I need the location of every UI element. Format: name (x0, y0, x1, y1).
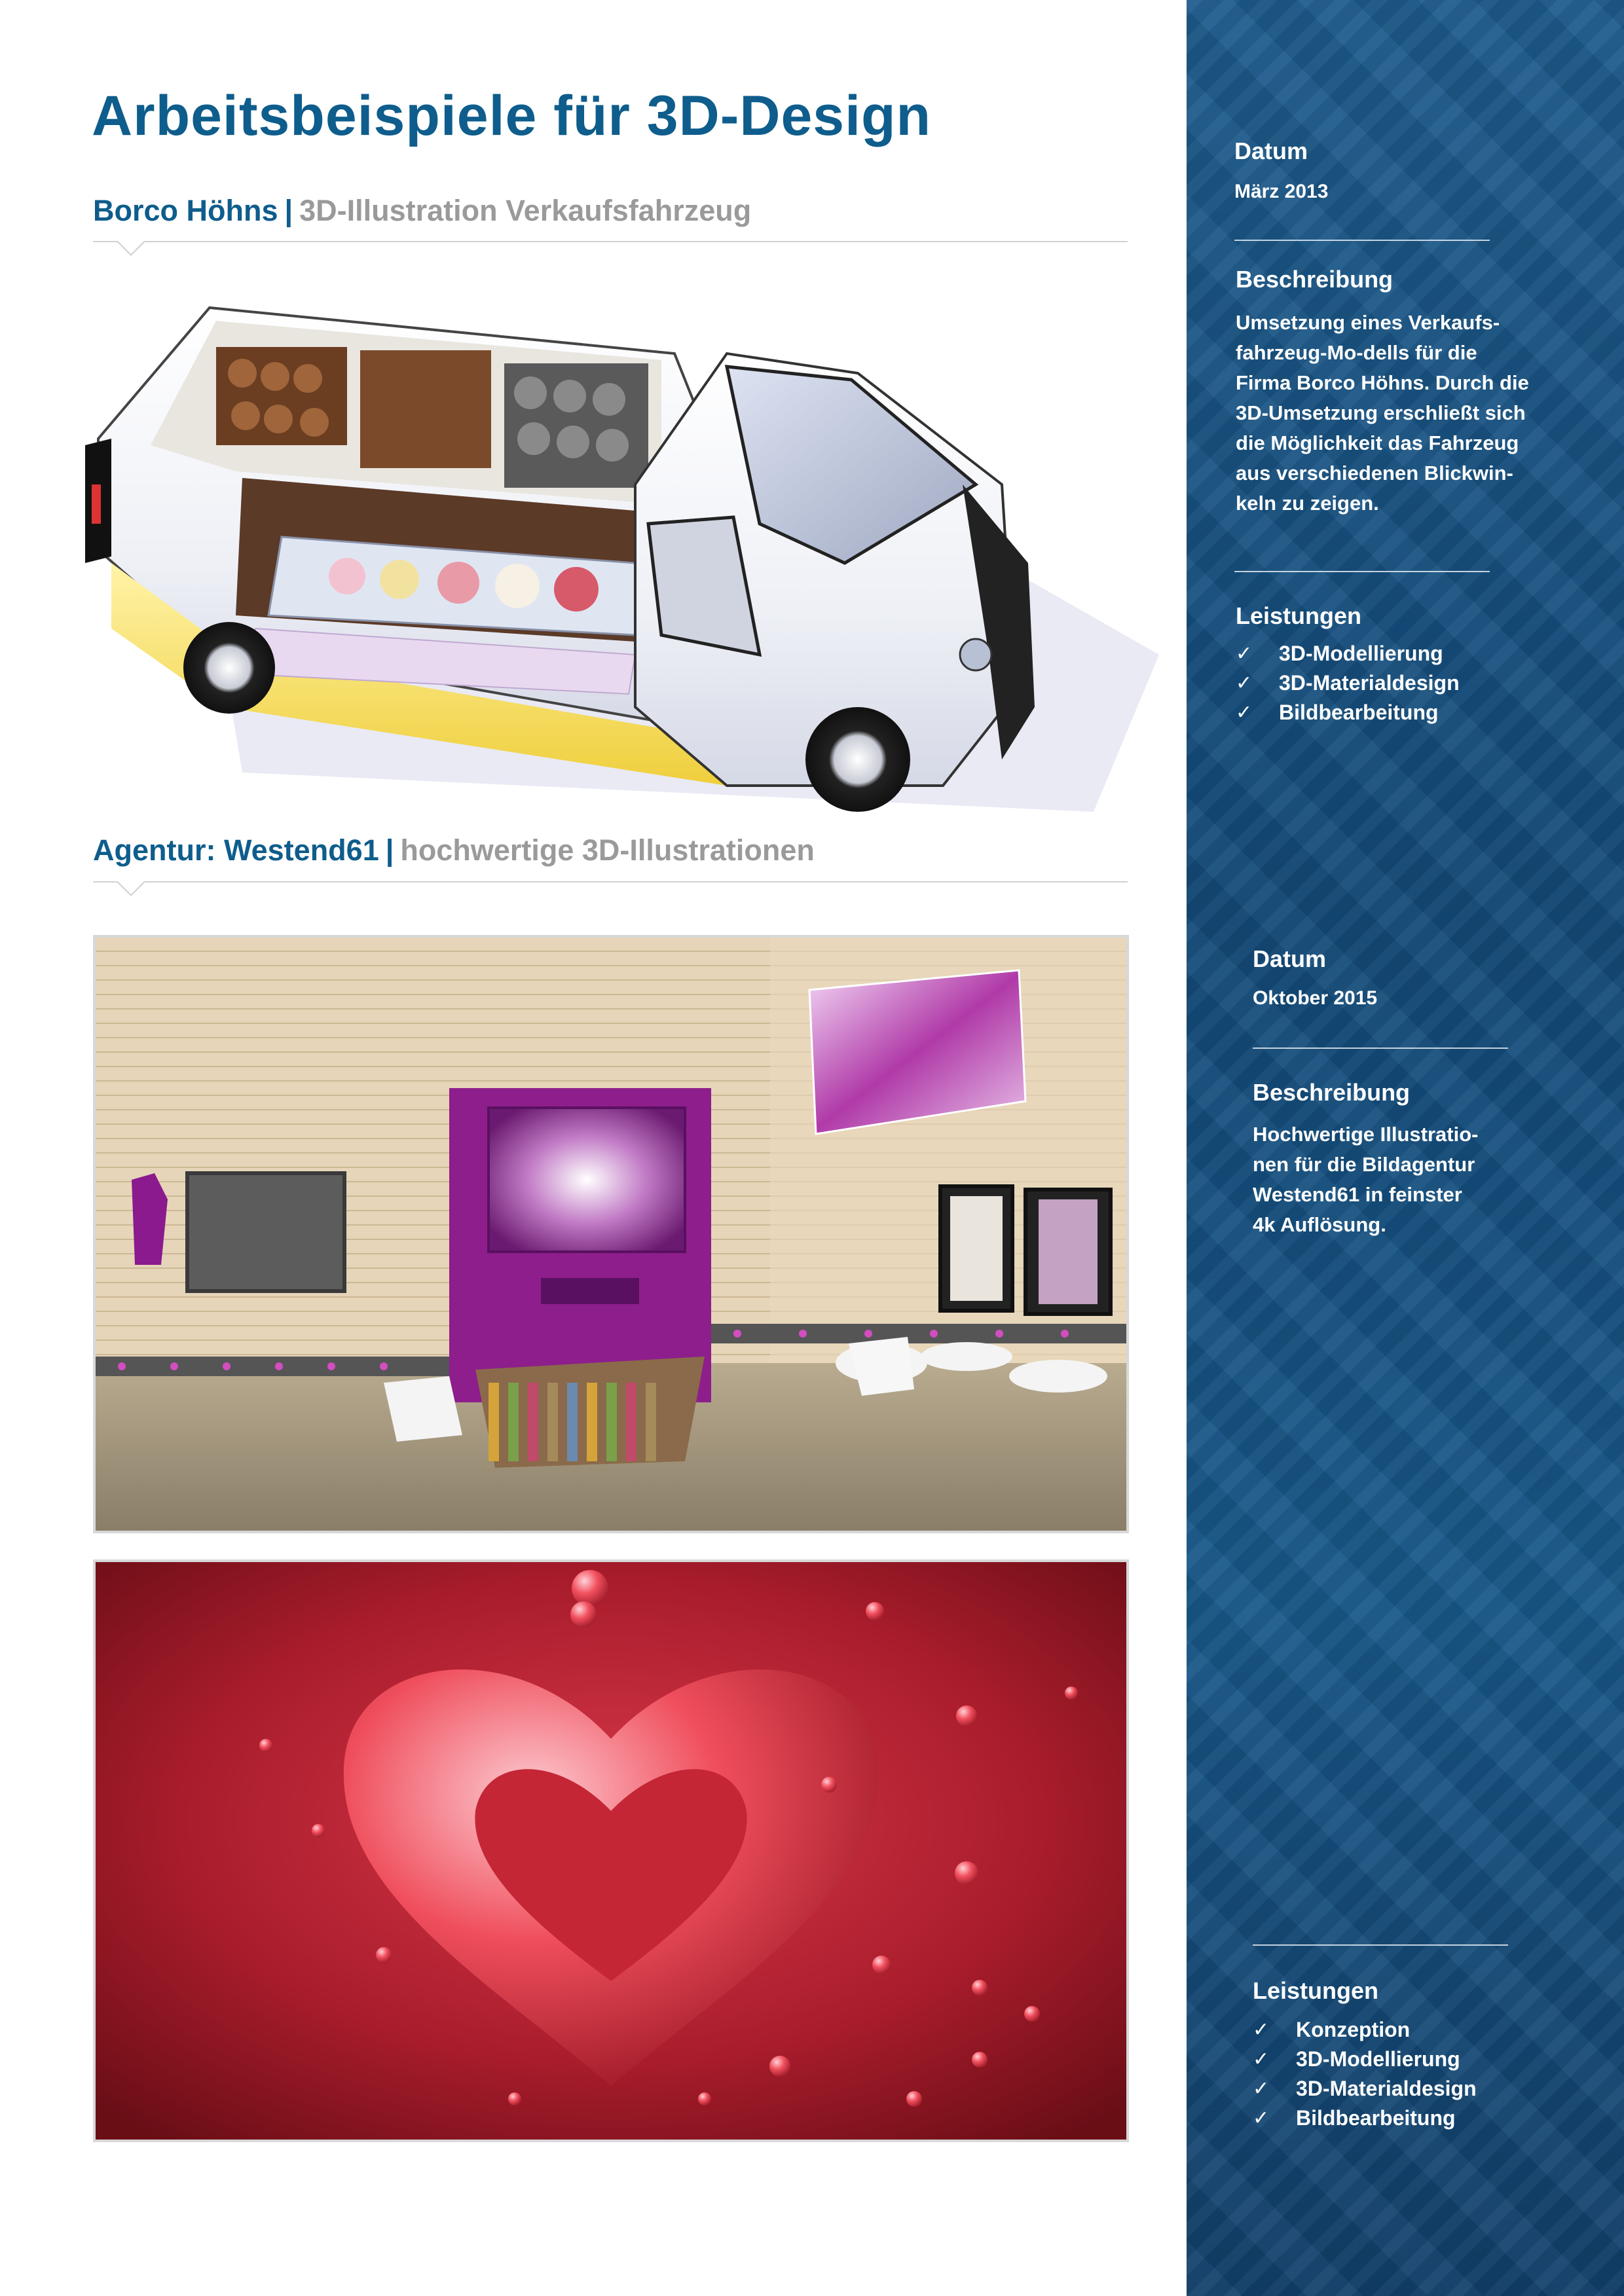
project-subtitle: 3D-Illustration Verkaufsfahrzeug (299, 194, 752, 227)
date-value: März 2013 (1234, 181, 1329, 202)
description-line: fahrzeug-Mo-dells für die (1236, 341, 1477, 364)
service-label: 3D-Modellierung (1296, 2047, 1460, 2071)
heading-separator: | (385, 833, 394, 867)
section-divider (93, 881, 1128, 883)
description-line: Firma Borco Höhns. Durch die (1236, 371, 1529, 394)
description-line: die Möglichkeit das Fahrzeug (1236, 431, 1519, 454)
sidebar-divider (1234, 240, 1490, 241)
checkmark-icon: ✓ (1253, 2019, 1270, 2041)
project1-services (1236, 602, 1460, 727)
section-heading-westend (93, 833, 815, 867)
heading-separator: | (284, 194, 293, 227)
description-line: Westend61 in feinster (1253, 1183, 1462, 1206)
project2-date (1253, 945, 1377, 1010)
service-label: Konzeption (1296, 2018, 1411, 2041)
description-text (1236, 308, 1602, 519)
service-label: Bildbearbeitung (1279, 701, 1439, 724)
project1-date (1234, 137, 1328, 203)
service-item (1236, 639, 1460, 668)
description-label: Beschreibung (1253, 1079, 1411, 1106)
sidebar-divider (1253, 1944, 1508, 1946)
checkmark-icon: ✓ (1236, 672, 1253, 694)
date-label: Datum (1253, 945, 1327, 972)
description-line: Hochwertige Illustratio- (1253, 1123, 1479, 1146)
project1-description (1236, 266, 1602, 519)
service-item (1253, 2045, 1477, 2074)
date-value: Oktober 2015 (1253, 987, 1378, 1009)
services-list (1253, 2015, 1477, 2133)
client-name: Agentur: Westend61 (93, 833, 379, 867)
service-item (1253, 2015, 1477, 2045)
service-label: 3D-Materialdesign (1296, 2077, 1477, 2100)
description-line: keln zu zeigen. (1236, 492, 1379, 515)
description-line: aus verschiedenen Blickwin- (1236, 462, 1513, 484)
sidebar-divider (1234, 571, 1490, 572)
project2-services (1253, 1977, 1477, 2133)
services-list (1236, 639, 1460, 727)
service-item (1236, 698, 1460, 727)
services-label: Leistungen (1236, 602, 1362, 629)
section-heading-borco (93, 194, 751, 228)
project-subtitle: hochwertige 3D-Illustrationen (400, 833, 815, 867)
client-name: Borco Höhns (93, 194, 278, 227)
bathroom-illustration (93, 935, 1129, 1533)
section-divider (93, 241, 1128, 242)
services-label: Leistungen (1253, 1977, 1379, 2004)
sidebar-divider (1253, 1048, 1508, 1049)
service-item (1236, 668, 1460, 698)
description-text (1253, 1120, 1606, 1240)
description-line: nen für die Bildagentur (1253, 1153, 1475, 1176)
description-line: 4k Auflösung. (1253, 1213, 1386, 1236)
date-label: Datum (1234, 137, 1308, 164)
checkmark-icon: ✓ (1253, 2078, 1270, 2100)
checkmark-icon: ✓ (1253, 2049, 1270, 2070)
van-illustration (72, 288, 1166, 825)
checkmark-icon: ✓ (1236, 643, 1253, 665)
project2-description (1253, 1079, 1606, 1240)
service-item (1253, 2074, 1477, 2104)
heart-illustration (93, 1559, 1129, 2142)
page-title: Arbeitsbeispiele für 3D-Design (92, 84, 932, 147)
service-label: 3D-Modellierung (1279, 642, 1443, 665)
service-item (1253, 2104, 1477, 2133)
description-line: 3D-Umsetzung erschließt sich (1236, 401, 1526, 424)
service-label: 3D-Materialdesign (1279, 671, 1460, 695)
sidebar (1187, 0, 1624, 2296)
service-label: Bildbearbeitung (1296, 2106, 1456, 2130)
checkmark-icon: ✓ (1236, 702, 1253, 723)
description-line: Umsetzung eines Verkaufs- (1236, 311, 1500, 334)
description-label: Beschreibung (1236, 266, 1393, 293)
checkmark-icon: ✓ (1253, 2107, 1270, 2129)
